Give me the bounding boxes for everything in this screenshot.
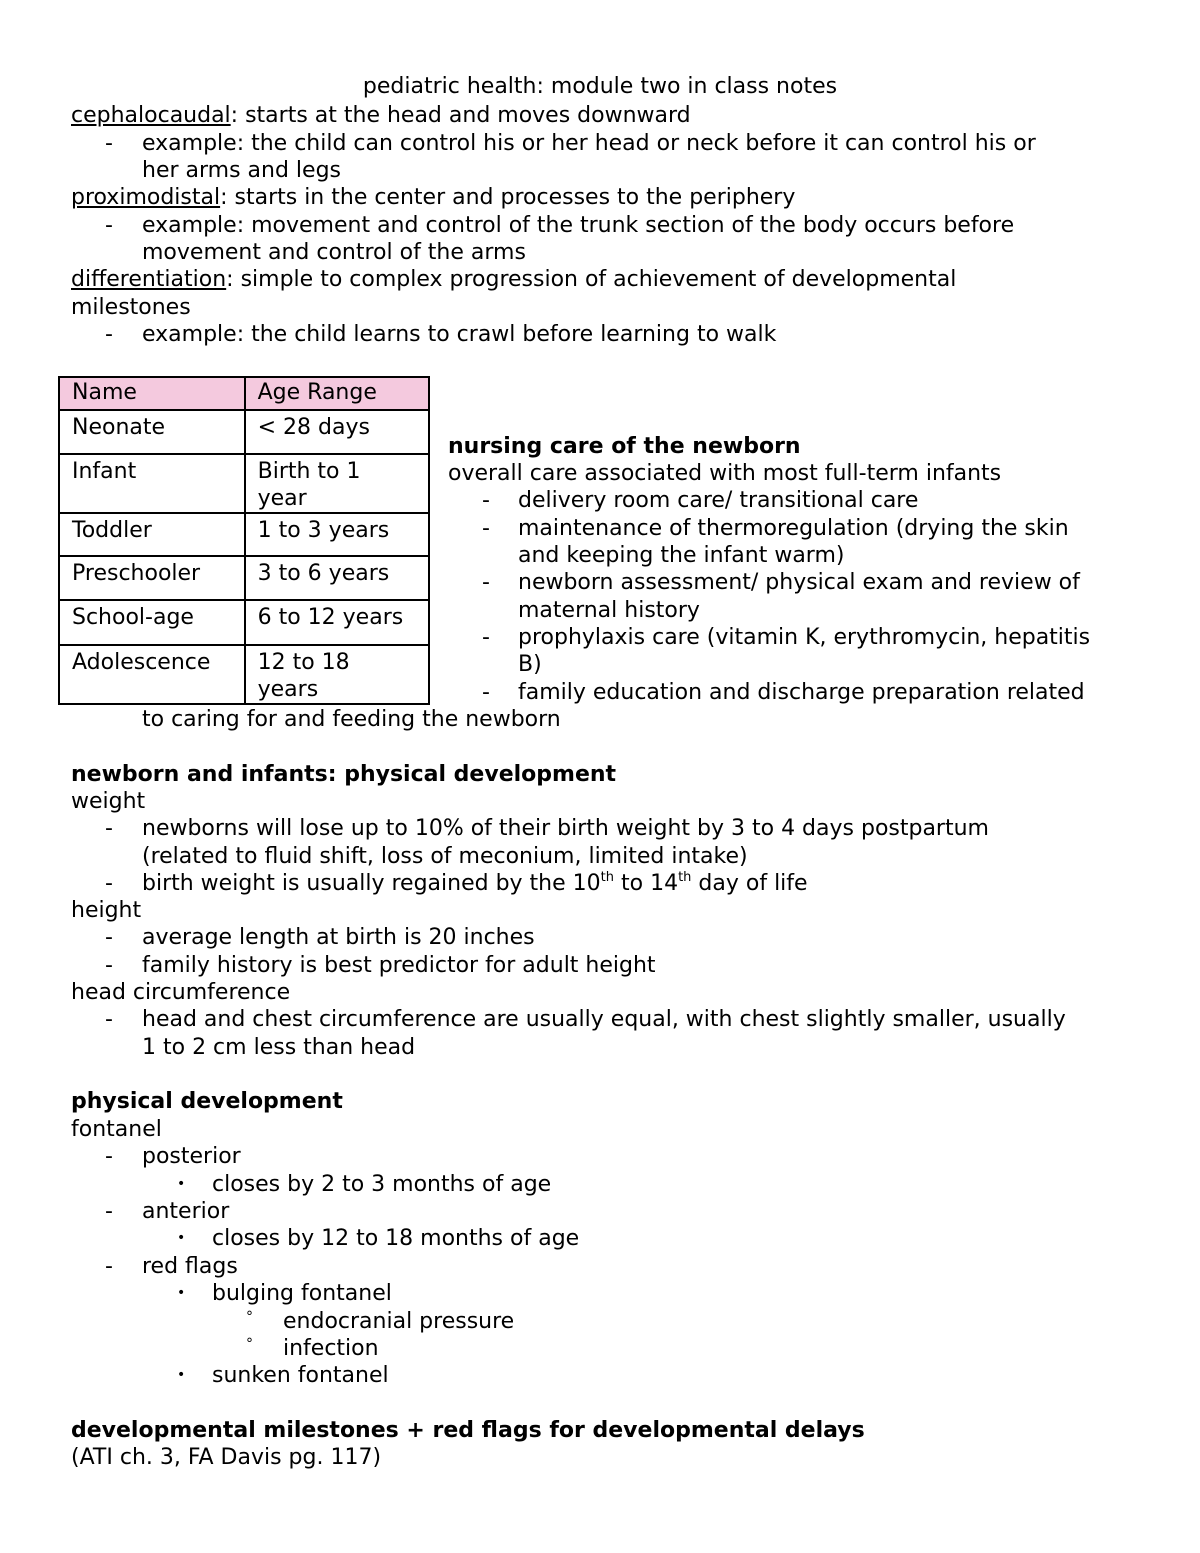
care-item-cont: maternal history xyxy=(518,598,700,623)
text-part: to 14 xyxy=(614,871,679,896)
cell-age: 6 to 12 years xyxy=(245,600,429,645)
dash-bullet: - xyxy=(105,1144,113,1169)
term: cephalocaudal xyxy=(71,103,231,128)
principle-cephalocaudal xyxy=(71,102,691,129)
example-line: example: movement and control of the trunk section of the body occurs before xyxy=(142,213,1015,238)
definition: : starts at the head and moves downward xyxy=(230,103,691,128)
sunken-fontanel: sunken fontanel xyxy=(212,1363,389,1388)
degree-bullet: ° xyxy=(246,1309,253,1325)
care-item-cont: B) xyxy=(518,652,542,677)
height-label: height xyxy=(71,898,142,923)
dash-bullet: - xyxy=(105,816,113,841)
weight-label: weight xyxy=(71,789,146,814)
care-item-cont: and keeping the infant warm) xyxy=(518,543,845,568)
section-heading-milestones: developmental milestones + red flags for developmental delays xyxy=(71,1418,865,1443)
example-line: her arms and legs xyxy=(142,158,341,183)
weight-item-cont: (related to fluid shift, loss of meconium, limited intake) xyxy=(142,844,748,869)
definition: : starts in the center and processes to the periphery xyxy=(220,185,796,210)
term: proximodistal xyxy=(71,185,221,210)
text-part: day of life xyxy=(691,871,808,896)
dash-bullet: - xyxy=(482,680,490,705)
superscript: th xyxy=(678,870,692,885)
bulging-cause: infection xyxy=(283,1336,379,1361)
care-item: maintenance of thermoregulation (drying the skin xyxy=(518,516,1069,541)
dash-bullet: - xyxy=(105,213,113,238)
example-line: example: the child learns to crawl before learning to walk xyxy=(142,322,777,347)
cell-age: < 28 days xyxy=(245,410,429,454)
cell-age: Birth to 1 year xyxy=(245,454,429,513)
head-item-cont: 1 to 2 cm less than head xyxy=(142,1035,416,1060)
fontanel-label: fontanel xyxy=(71,1117,162,1142)
principle-proximodistal xyxy=(71,184,795,211)
cell-age: 3 to 6 years xyxy=(245,556,429,600)
table-row xyxy=(59,600,429,645)
dot-bullet: • xyxy=(177,1230,186,1246)
dot-bullet: • xyxy=(177,1367,186,1383)
definition-continuation: milestones xyxy=(71,295,191,320)
dash-bullet: - xyxy=(105,131,113,156)
dash-bullet: - xyxy=(482,570,490,595)
dash-bullet: - xyxy=(105,1199,113,1224)
anterior-detail: closes by 12 to 18 months of age xyxy=(212,1226,580,1251)
principle-differentiation xyxy=(71,266,956,293)
section-heading-newborn-care: nursing care of the newborn xyxy=(448,434,801,459)
cell-age: 1 to 3 years xyxy=(245,513,429,556)
milestones-reference: (ATI ch. 3, FA Davis pg. 117) xyxy=(71,1445,382,1470)
table-row xyxy=(59,645,429,704)
dot-bullet: • xyxy=(177,1285,186,1301)
cell-age: 12 to 18 years xyxy=(245,645,429,704)
degree-bullet: ° xyxy=(246,1336,253,1352)
care-item: prophylaxis care (vitamin K, erythromycin, hepatitis xyxy=(518,625,1091,650)
weight-item xyxy=(142,870,808,897)
bulging-cause: endocranial pressure xyxy=(283,1309,515,1334)
header-age-range: Age Range xyxy=(245,377,429,410)
term: differentiation xyxy=(71,267,227,292)
example-line: example: the child can control his or her head or neck before it can control his or xyxy=(142,131,1036,156)
care-item: delivery room care/ transitional care xyxy=(518,488,919,513)
height-item: average length at birth is 20 inches xyxy=(142,925,535,950)
posterior-detail: closes by 2 to 3 months of age xyxy=(212,1172,552,1197)
newborn-care-intro: overall care associated with most full-term infants xyxy=(448,461,1002,486)
cell-name: Infant xyxy=(59,454,245,513)
header-name: Name xyxy=(59,377,245,410)
dash-bullet: - xyxy=(105,1007,113,1032)
care-item-cont: to caring for and feeding the newborn xyxy=(142,707,561,732)
dash-bullet: - xyxy=(482,625,490,650)
cell-name: Neonate xyxy=(59,410,245,454)
table-row xyxy=(59,556,429,600)
care-item: family education and discharge preparation related xyxy=(518,680,1085,705)
fontanel-anterior: anterior xyxy=(142,1199,230,1224)
head-item: head and chest circumference are usually equal, with chest slightly smaller, usually xyxy=(142,1007,1066,1032)
cell-name: School-age xyxy=(59,600,245,645)
page-title: pediatric health: module two in class notes xyxy=(362,74,838,99)
bulging-fontanel: bulging fontanel xyxy=(212,1281,392,1306)
dash-bullet: - xyxy=(482,488,490,513)
dash-bullet: - xyxy=(105,953,113,978)
age-range-table xyxy=(58,376,430,705)
cell-name: Toddler xyxy=(59,513,245,556)
cell-name: Preschooler xyxy=(59,556,245,600)
section-heading-physical-newborn: newborn and infants: physical development xyxy=(71,762,617,787)
dash-bullet: - xyxy=(105,1254,113,1279)
weight-item: newborns will lose up to 10% of their birth weight by 3 to 4 days postpartum xyxy=(142,816,989,841)
table-row xyxy=(59,454,429,513)
dash-bullet: - xyxy=(105,322,113,347)
cell-name: Adolescence xyxy=(59,645,245,704)
definition: : simple to complex progression of achievement of developmental xyxy=(226,267,957,292)
care-item: newborn assessment/ physical exam and review of xyxy=(518,570,1080,595)
dot-bullet: • xyxy=(177,1176,186,1192)
height-item: family history is best predictor for adult height xyxy=(142,953,656,978)
dash-bullet: - xyxy=(105,871,113,896)
dash-bullet: - xyxy=(105,925,113,950)
table-header-row xyxy=(59,377,429,410)
dash-bullet: - xyxy=(482,516,490,541)
head-circumference-label: head circumference xyxy=(71,980,291,1005)
superscript: th xyxy=(600,870,614,885)
red-flags-label: red flags xyxy=(142,1254,238,1279)
example-line: movement and control of the arms xyxy=(142,240,526,265)
fontanel-posterior: posterior xyxy=(142,1144,241,1169)
section-heading-physical-development: physical development xyxy=(71,1089,343,1114)
table-row xyxy=(59,513,429,556)
text-part: birth weight is usually regained by the 10 xyxy=(142,871,601,896)
table-row xyxy=(59,410,429,454)
